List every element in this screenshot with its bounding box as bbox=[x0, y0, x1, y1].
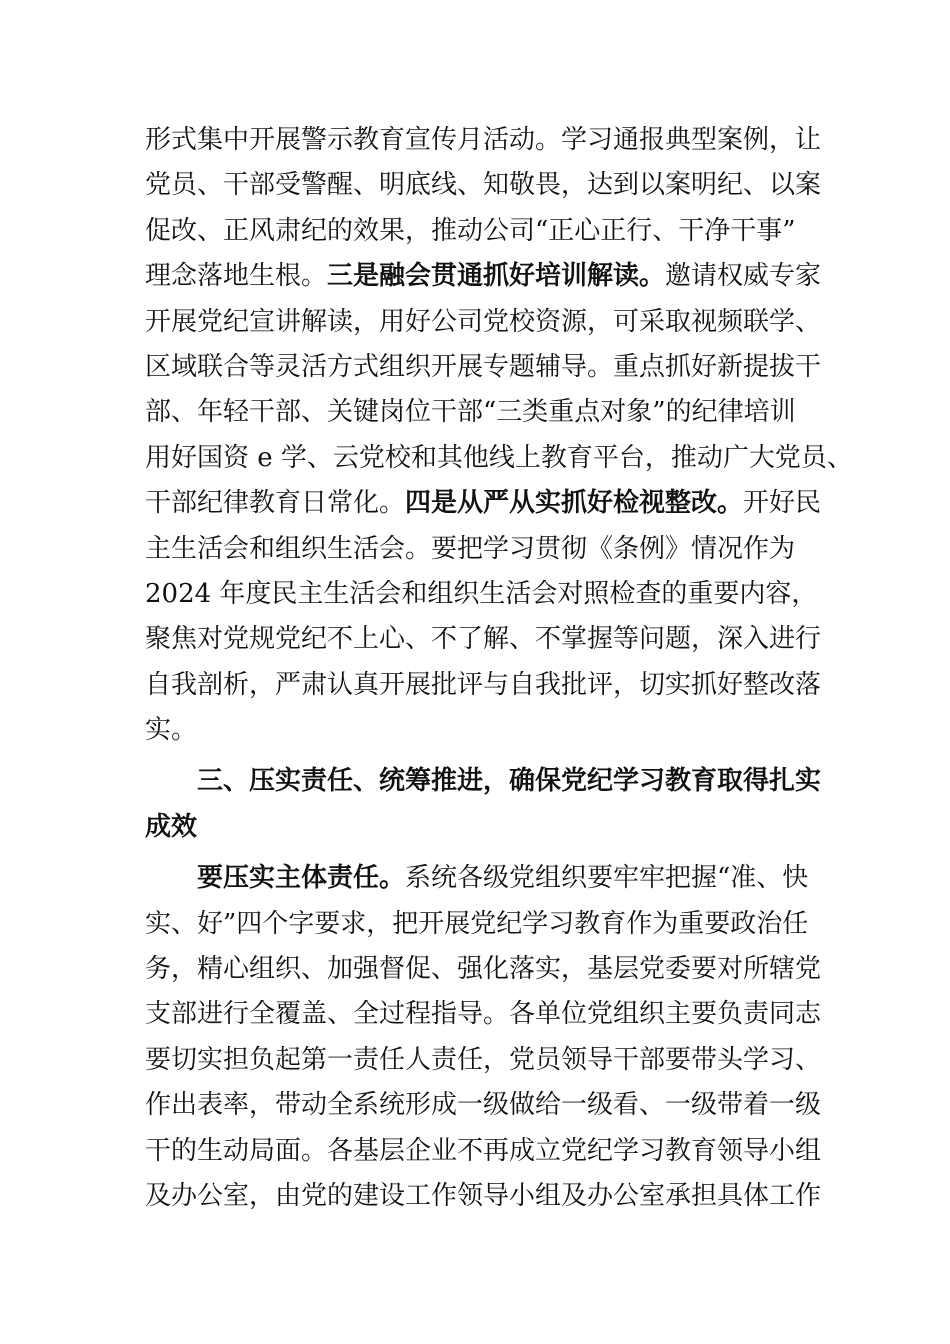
text-line: 实。 bbox=[145, 715, 198, 746]
document-page bbox=[145, 118, 853, 1219]
text-line bbox=[145, 254, 822, 299]
text-line: 干的生动局面。各基层企业不再成立党纪学习教育领导小组 bbox=[145, 1135, 822, 1166]
text-line bbox=[145, 856, 810, 901]
bold-key-point: 三是融会贯通抓好培训解读。 bbox=[327, 261, 666, 292]
text-line: 党员、干部受警醒、明底线、知敬畏，达到以案明纪、以案 bbox=[145, 170, 822, 201]
text-segment: 干部纪律教育日常化。 bbox=[145, 488, 406, 519]
text-line: 区域联合等灵活方式组织开展专题辅导。重点抓好新提拔干 bbox=[145, 351, 822, 382]
paragraph-responsibility bbox=[145, 856, 822, 1219]
text-line: 形式集中开展警示教育宣传月活动。学习通报典型案例，让 bbox=[145, 125, 822, 155]
heading-line: 三、压实责任、统筹推进，确保党纪学习教育取得扎实 bbox=[197, 766, 822, 797]
section-heading bbox=[145, 759, 822, 850]
text-line bbox=[145, 481, 822, 526]
text-segment: 理念落地生根。 bbox=[145, 261, 328, 292]
text-line: 部、年轻干部、关键岗位干部“三类重点对象”的纪律培训 bbox=[145, 397, 796, 428]
text-line: 实、好”四个字要求，把开展党纪学习教育作为重要政治任 bbox=[145, 908, 809, 939]
text-line: 作出表率，带动全系统形成一级做给一级看、一级带着一级 bbox=[145, 1090, 822, 1121]
text-line: 开展党纪宣讲解读，用好公司党校资源，可采取视频联学、 bbox=[145, 306, 822, 337]
text-line: 支部进行全覆盖、全过程指导。各单位党组织主要负责同志 bbox=[145, 999, 822, 1030]
text-line: 主生活会和组织生活会。要把学习贯彻《条例》情况作为 bbox=[145, 533, 796, 564]
text-segment: 系统各级党组织要牢牢把握“准、快 bbox=[405, 863, 809, 894]
text-line: 促改、正风肃纪的效果，推动公司“正心正行、干净干事” bbox=[145, 215, 796, 246]
bold-key-point: 四是从严从实抓好检视整改。 bbox=[405, 488, 744, 519]
text-line: 及办公室，由党的建设工作领导小组及办公室承担具体工作 bbox=[145, 1180, 822, 1211]
text-line: 2024 年度民主生活会和组织生活会对照检查的重要内容， bbox=[145, 578, 818, 609]
heading-line: 成效 bbox=[145, 811, 198, 842]
text-line: 务，精心组织、加强督促、强化落实，基层党委要对所辖党 bbox=[145, 954, 822, 985]
text-line: 自我剖析，严肃认真开展批评与自我批评，切实抓好整改落 bbox=[145, 669, 822, 700]
text-segment: 开好民 bbox=[743, 488, 822, 519]
paragraph-training bbox=[145, 118, 853, 753]
bold-key-point: 要压实主体责任。 bbox=[197, 863, 406, 894]
text-line: 用好国资 e 学、云党校和其他线上教育平台，推动广大党员、 bbox=[145, 442, 853, 473]
text-segment: 邀请权威专家 bbox=[665, 261, 822, 292]
text-line: 要切实担负起第一责任人责任，党员领导干部要带头学习、 bbox=[145, 1044, 822, 1075]
text-line: 聚焦对党规党纪不上心、不了解、不掌握等问题，深入进行 bbox=[145, 624, 822, 655]
